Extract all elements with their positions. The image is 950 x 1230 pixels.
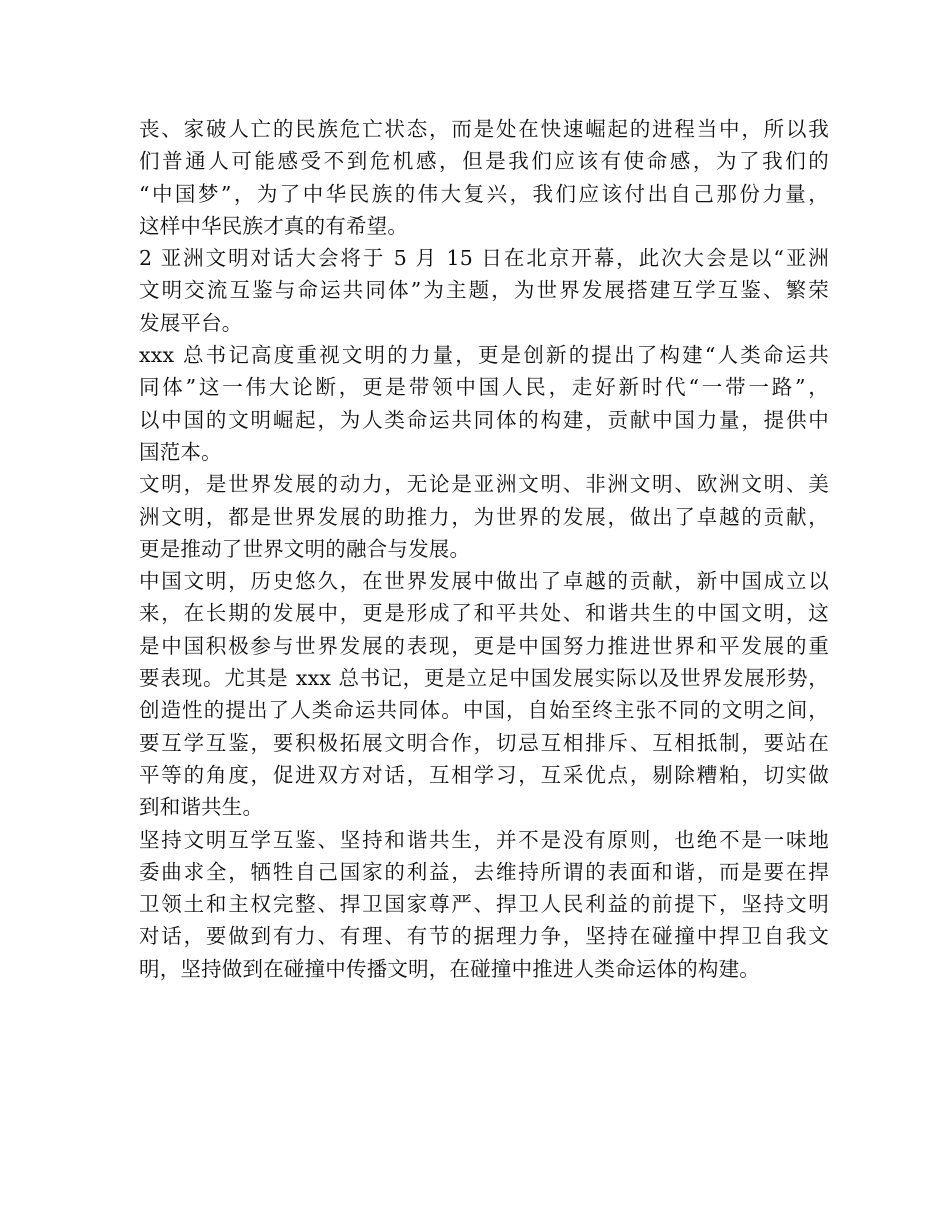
text-line: 委曲求全，牺牲自己国家的利益，去维持所谓的表面和谐，而是要在捍 xyxy=(139,859,829,884)
text-line: 坚持文明互学互鉴、坚持和谐共生，并不是没有原则，也绝不是一味地 xyxy=(139,827,829,852)
text-line: 卫领土和主权完整、捍卫国家尊严、捍卫人民利益的前提下，坚持文明 xyxy=(139,892,829,917)
text-line: 国范本。 xyxy=(139,439,222,464)
text-line: 创造性的提出了人类命运共同体。中国，自始至终主张不同的文明之间， xyxy=(139,698,829,723)
text-line: 要表现。尤其是 xxx 总书记，更是立足中国发展实际以及世界发展形势， xyxy=(139,666,829,691)
paragraph-6 xyxy=(139,824,829,985)
text-line: 来，在长期的发展中，更是形成了和平共处、和谐共生的中国文明，这 xyxy=(139,601,829,626)
text-line: 中国文明，历史悠久，在世界发展中做出了卓越的贡献，新中国成立以 xyxy=(139,569,829,594)
text-line: 文明，是世界发展的动力，无论是亚洲文明、非洲文明、欧洲文明、美 xyxy=(139,472,829,497)
text-line: 洲文明，都是世界发展的助推力，为世界的发展，做出了卓越的贡献， xyxy=(139,504,829,529)
paragraph-2 xyxy=(139,242,829,339)
text-line: 到和谐共生。 xyxy=(139,795,264,820)
text-line: 同体”这一伟大论断，更是带领中国人民，走好新时代“一带一路”， xyxy=(139,375,829,400)
text-line: 平等的角度，促进双方对话，互相学习，互采优点，剔除糟粕，切实做 xyxy=(139,762,829,787)
paragraph-3 xyxy=(139,339,829,468)
text-line: 以中国的文明崛起，为人类命运共同体的构建，贡献中国力量，提供中 xyxy=(139,407,829,432)
text-line: 明，坚持做到在碰撞中传播文明，在碰撞中推进人类命运体的构建。 xyxy=(139,956,760,981)
text-line: 文明交流互鉴与命运共同体”为主题，为世界发展搭建互学互鉴、繁荣 xyxy=(139,278,829,303)
text-line: 要互学互鉴，要积极拓展文明合作，切忌互相排斥、互相抵制，要站在 xyxy=(139,730,829,755)
text-line: 这样中华民族才真的有希望。 xyxy=(139,213,409,238)
text-line: 更是推动了世界文明的融合与发展。 xyxy=(139,536,471,561)
paragraph-1 xyxy=(139,113,829,242)
text-line: “中国梦”，为了中华民族的伟大复兴，我们应该付出自己那份力量， xyxy=(139,181,829,206)
text-line: 发展平台。 xyxy=(139,310,243,335)
text-line: 2 亚洲文明对话大会将于 5 月 15 日在北京开幕，此次大会是以“亚洲 xyxy=(139,246,829,271)
text-line: 丧、家破人亡的民族危亡状态，而是处在快速崛起的进程当中，所以我 xyxy=(139,117,829,141)
document-body xyxy=(139,113,829,985)
text-line: xxx 总书记高度重视文明的力量，更是创新的提出了构建“人类命运共 xyxy=(139,343,829,368)
text-line: 对话，要做到有力、有理、有节的据理力争，坚持在碰撞中捍卫自我文 xyxy=(139,924,829,949)
text-line: 们普通人可能感受不到危机感，但是我们应该有使命感，为了我们的 xyxy=(139,149,829,174)
text-line: 是中国积极参与世界发展的表现，更是中国努力推进世界和平发展的重 xyxy=(139,633,829,658)
paragraph-5 xyxy=(139,565,829,823)
paragraph-4 xyxy=(139,468,829,565)
